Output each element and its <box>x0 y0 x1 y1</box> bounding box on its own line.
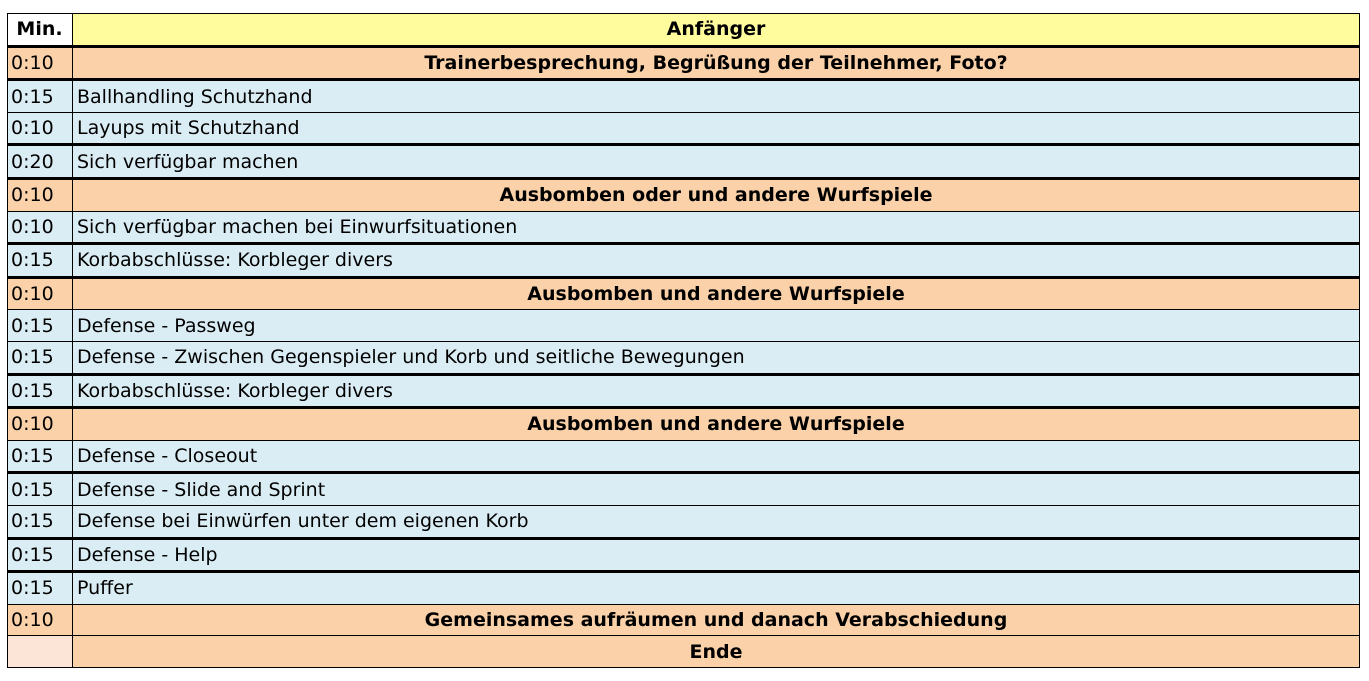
activity-cell: Defense - Passweg <box>73 310 1360 342</box>
duration-cell: 0:10 <box>8 277 73 310</box>
activity-row <box>8 505 1360 538</box>
duration-cell: 0:15 <box>8 341 73 374</box>
duration-cell: 0:10 <box>8 408 73 441</box>
section-title-cell: Trainerbesprechung, Begrüßung der Teilnehmer, Foto? <box>73 46 1360 80</box>
section-row <box>8 604 1360 636</box>
plan-title-header: Anfänger <box>73 14 1360 47</box>
activity-row <box>8 538 1360 572</box>
section-title-cell: Ausbomben und andere Wurfspiele <box>73 408 1360 441</box>
duration-cell: 0:15 <box>8 473 73 506</box>
activity-cell: Defense - Zwischen Gegenspieler und Korb und seitliche Bewegungen <box>73 341 1360 374</box>
activity-row <box>8 310 1360 342</box>
end-label-cell: Ende <box>73 636 1360 668</box>
duration-cell: 0:15 <box>8 505 73 538</box>
activity-cell: Defense - Closeout <box>73 440 1360 473</box>
activity-row <box>8 473 1360 506</box>
min-column-header: Min. <box>8 14 73 47</box>
header-row <box>8 14 1360 47</box>
duration-cell: 0:10 <box>8 604 73 636</box>
section-title-cell: Ausbomben oder und andere Wurfspiele <box>73 179 1360 212</box>
activity-cell: Korbabschlüsse: Korbleger divers <box>73 244 1360 278</box>
duration-cell: 0:15 <box>8 374 73 408</box>
duration-cell: 0:10 <box>8 211 73 244</box>
activity-cell: Puffer <box>73 572 1360 605</box>
activity-cell: Defense - Slide and Sprint <box>73 473 1360 506</box>
activity-cell: Ballhandling Schutzhand <box>73 80 1360 113</box>
end-row <box>8 636 1360 668</box>
duration-cell: 0:15 <box>8 538 73 572</box>
duration-cell: 0:15 <box>8 244 73 278</box>
section-row <box>8 179 1360 212</box>
section-title-cell: Gemeinsames aufräumen und danach Verabschiedung <box>73 604 1360 636</box>
section-row <box>8 277 1360 310</box>
activity-row <box>8 80 1360 113</box>
duration-cell <box>8 636 73 668</box>
activity-cell: Korbabschlüsse: Korbleger divers <box>73 374 1360 408</box>
duration-cell: 0:10 <box>8 179 73 212</box>
activity-cell: Sich verfügbar machen <box>73 145 1360 179</box>
duration-cell: 0:10 <box>8 112 73 145</box>
activity-cell: Layups mit Schutzhand <box>73 112 1360 145</box>
duration-cell: 0:10 <box>8 46 73 80</box>
section-title-cell: Ausbomben und andere Wurfspiele <box>73 277 1360 310</box>
duration-cell: 0:20 <box>8 145 73 179</box>
activity-row <box>8 244 1360 278</box>
activity-cell: Sich verfügbar machen bei Einwurfsituationen <box>73 211 1360 244</box>
section-row <box>8 46 1360 80</box>
activity-row <box>8 112 1360 145</box>
duration-cell: 0:15 <box>8 440 73 473</box>
activity-cell: Defense bei Einwürfen unter dem eigenen Korb <box>73 505 1360 538</box>
activity-cell: Defense - Help <box>73 538 1360 572</box>
duration-cell: 0:15 <box>8 310 73 342</box>
activity-row <box>8 211 1360 244</box>
training-plan-table <box>7 13 1360 668</box>
activity-row <box>8 341 1360 374</box>
section-row <box>8 408 1360 441</box>
activity-row <box>8 145 1360 179</box>
activity-row <box>8 440 1360 473</box>
duration-cell: 0:15 <box>8 572 73 605</box>
duration-cell: 0:15 <box>8 80 73 113</box>
activity-row <box>8 572 1360 605</box>
activity-row <box>8 374 1360 408</box>
